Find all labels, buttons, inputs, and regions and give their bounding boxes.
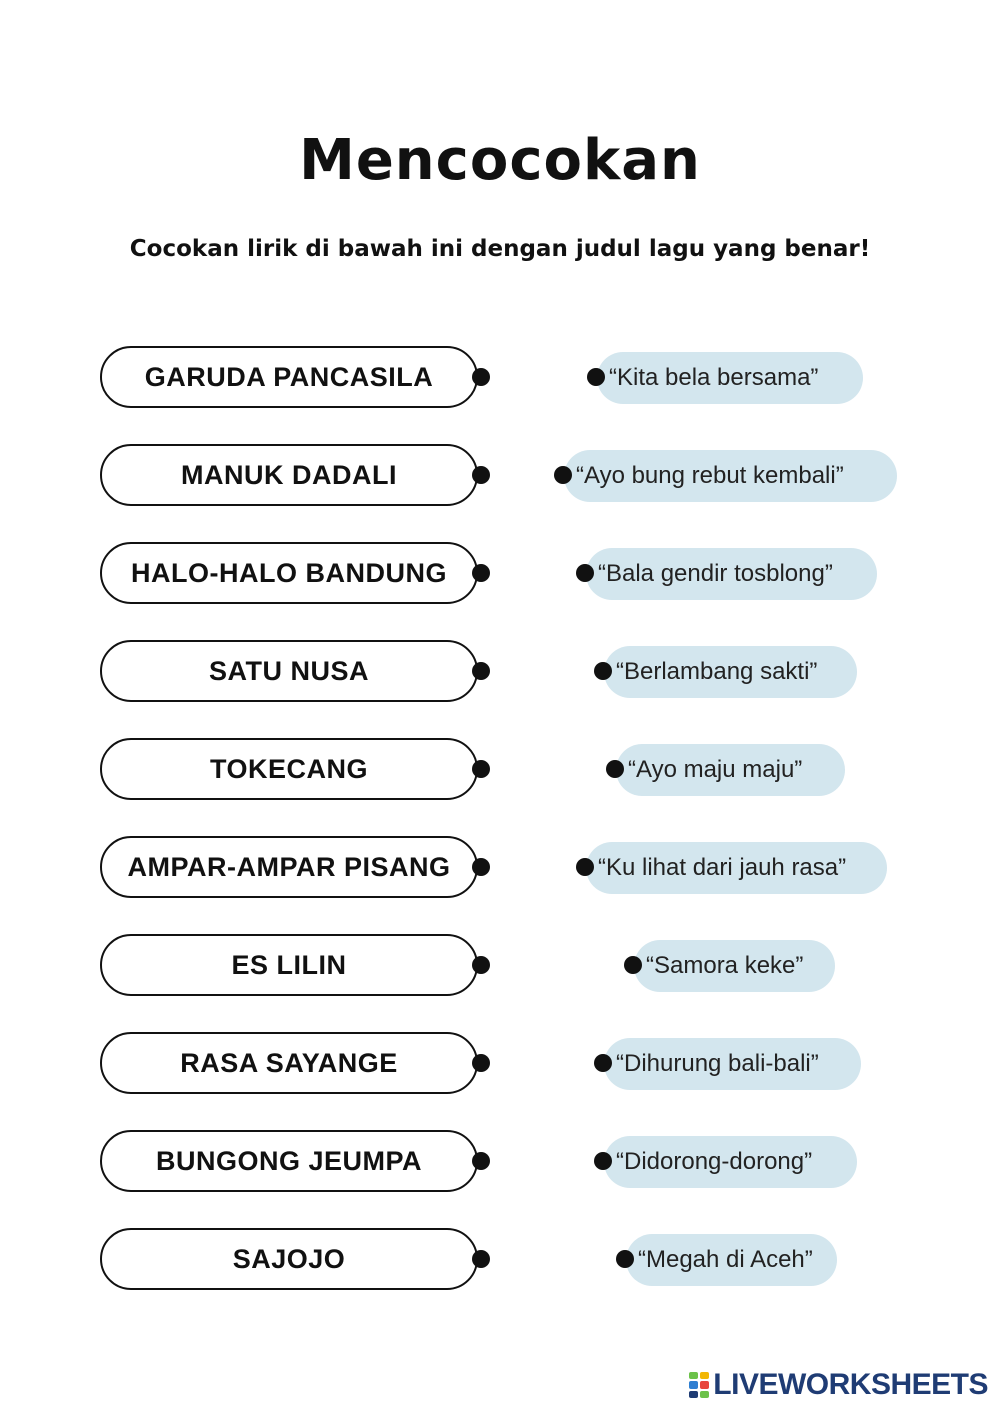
song-connector-dot[interactable] (472, 1250, 490, 1268)
lyric-option: “Berlambang sakti” (604, 646, 857, 698)
lyric-connector-dot[interactable] (576, 564, 594, 582)
match-row (0, 1130, 1000, 1198)
lyric-option: “Ayo maju maju” (616, 744, 845, 796)
match-row (0, 1032, 1000, 1100)
lyric-connector-dot[interactable] (576, 858, 594, 876)
song-title: GARUDA PANCASILA (100, 346, 478, 408)
lyric-option: “Samora keke” (634, 940, 835, 992)
lyric-option: “Dihurung bali-bali” (604, 1038, 861, 1090)
song-title: SATU NUSA (100, 640, 478, 702)
song-title: AMPAR-AMPAR PISANG (100, 836, 478, 898)
song-connector-dot[interactable] (472, 564, 490, 582)
match-row (0, 1228, 1000, 1296)
match-row (0, 542, 1000, 610)
lyric-connector-dot[interactable] (554, 466, 572, 484)
lyric-option: “Kita bela bersama” (597, 352, 863, 404)
match-row (0, 836, 1000, 904)
instructions: Cocokan lirik di bawah ini dengan judul lagu yang benar! (129, 236, 871, 262)
lyric-connector-dot[interactable] (606, 760, 624, 778)
match-row (0, 738, 1000, 806)
lyric-connector-dot[interactable] (624, 956, 642, 974)
song-connector-dot[interactable] (472, 858, 490, 876)
lyric-option: “Ku lihat dari jauh rasa” (586, 842, 887, 894)
page-title: Mencocokan (299, 128, 701, 193)
lyric-option: “Megah di Aceh” (626, 1234, 837, 1286)
lyric-option: “Didorong-dorong” (604, 1136, 857, 1188)
liveworksheets-logo-icon (689, 1372, 709, 1398)
match-row (0, 640, 1000, 708)
song-connector-dot[interactable] (472, 760, 490, 778)
song-connector-dot[interactable] (472, 368, 490, 386)
song-connector-dot[interactable] (472, 956, 490, 974)
match-row (0, 444, 1000, 512)
song-title: SAJOJO (100, 1228, 478, 1290)
song-connector-dot[interactable] (472, 1152, 490, 1170)
song-title: RASA SAYANGE (100, 1032, 478, 1094)
song-connector-dot[interactable] (472, 1054, 490, 1072)
lyric-option: “Bala gendir tosblong” (586, 548, 877, 600)
song-connector-dot[interactable] (472, 662, 490, 680)
lyric-connector-dot[interactable] (594, 1054, 612, 1072)
liveworksheets-logo (689, 1368, 988, 1402)
song-title: ES LILIN (100, 934, 478, 996)
lyric-connector-dot[interactable] (616, 1250, 634, 1268)
lyric-connector-dot[interactable] (587, 368, 605, 386)
lyric-connector-dot[interactable] (594, 662, 612, 680)
brand-name: LIVEWORKSHEETS (713, 1368, 988, 1401)
song-title: MANUK DADALI (100, 444, 478, 506)
song-connector-dot[interactable] (472, 466, 490, 484)
song-title: HALO-HALO BANDUNG (100, 542, 478, 604)
lyric-option: “Ayo bung rebut kembali” (564, 450, 897, 502)
lyric-connector-dot[interactable] (594, 1152, 612, 1170)
song-title: BUNGONG JEUMPA (100, 1130, 478, 1192)
match-row (0, 934, 1000, 1002)
match-row (0, 346, 1000, 414)
song-title: TOKECANG (100, 738, 478, 800)
